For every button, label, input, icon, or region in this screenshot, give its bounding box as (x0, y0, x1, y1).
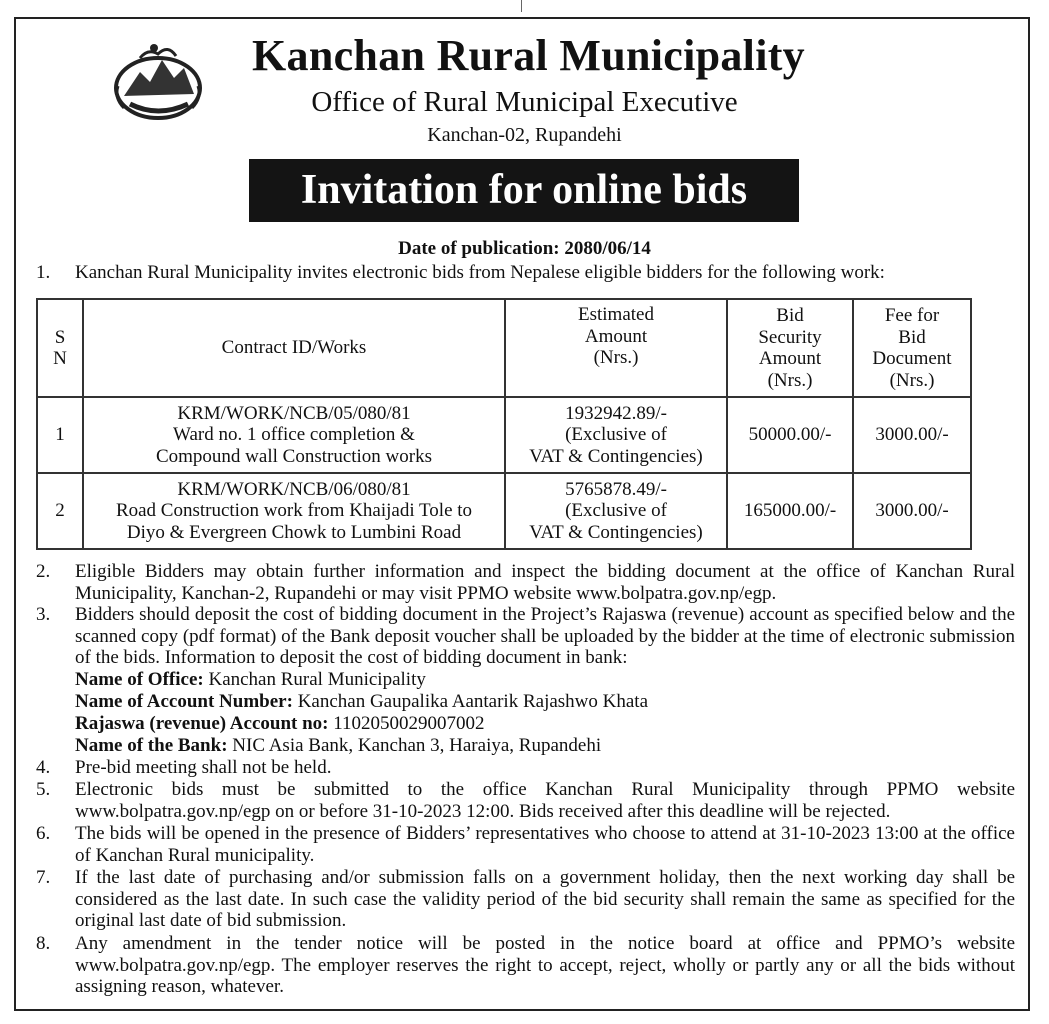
header-sn-2: N (53, 348, 67, 369)
account-number-label: Rajaswa (revenue) Account no: (75, 713, 329, 734)
row-work (83, 397, 505, 473)
item-4-number: 4. (36, 757, 51, 778)
row-sn: 2 (37, 473, 83, 549)
work-desc-2: Compound wall Construction works (155, 445, 433, 467)
header-estimated (505, 299, 727, 397)
amount-value: 5765878.49/- (565, 478, 667, 500)
item-5-number: 5. (36, 779, 51, 800)
address: Kanchan-02, Rupandehi (427, 124, 622, 146)
row-fee: 3000.00/- (853, 473, 971, 549)
amount-note-2: VAT & Contingencies) (529, 445, 703, 467)
bank-info (75, 735, 1015, 757)
item-8-text: Any amendment in the tender notice will be posted in the notice board at office and PPMO’s website www.bolpatra.gov.np/egp. The employer reserves the right to accept, reject, wholly or partly any or all the bids without assigning reason, whatever. (75, 933, 1015, 997)
table-row (37, 473, 971, 549)
item-5-text: Electronic bids must be submitted to the office Kanchan Rural Municipality through PPMO website www.bolpatra.gov.np/egp on or before 31-10-2023 12:00. Bids received after this deadline will be rejected. (75, 779, 1015, 822)
work-desc-1: Road Construction work from Khaijadi Tole to (115, 500, 473, 522)
item-6-text: The bids will be opened in the presence of Bidders’ representatives who choose to attend at 31-10-2023 13:00 at the office of Kanchan Rural municipality. (75, 823, 1015, 866)
header-sn (37, 299, 83, 397)
amount-note-1: (Exclusive of (565, 500, 667, 522)
item-7-number: 7. (36, 867, 51, 888)
row-security: 50000.00/- (727, 397, 853, 473)
row-amount (505, 397, 727, 473)
account-number-value: 1102050029007002 (328, 713, 485, 734)
item-4-text: Pre-bid meeting shall not be held. (75, 757, 332, 778)
header-est-1: Estimated (578, 304, 654, 325)
header-fee-1: Fee for (884, 305, 940, 326)
header-security (727, 299, 853, 397)
office-value: Kanchan Rural Municipality (203, 669, 426, 690)
item-3-text: Bidders should deposit the cost of bidding document in the Project’s Rajaswa (revenue) account as specified below and the scanned copy (pdf format) of the Bank deposit voucher shall be uploaded by the bidder at the time of electronic submission of the bids. Information to deposit the cost of bidding document in bank: (75, 604, 1015, 668)
table-header-row (37, 299, 971, 397)
table-row (37, 397, 971, 473)
header-est-2: Amount (584, 325, 648, 347)
item-7-text: If the last date of purchasing and/or submission falls on a government holiday, then the next working day shall be considered as the last date. In such case the validity period of the bid security shall remain the same as specified for the original last date of bid submission. (75, 867, 1015, 931)
work-id: KRM/WORK/NCB/05/080/81 (177, 402, 411, 424)
office-label: Name of Office: (75, 669, 204, 690)
header-sec-3: Amount (758, 348, 822, 369)
work-desc-2: Diyo & Evergreen Chowk to Lumbini Road (126, 521, 462, 543)
item-1-text: Kanchan Rural Municipality invites electronic bids from Nepalese eligible bidders for the following work: (75, 262, 885, 283)
account-number-info (75, 713, 1015, 735)
notice-banner: Invitation for online bids (249, 159, 799, 222)
item-2-text: Eligible Bidders may obtain further information and inspect the bidding document at the office of Kanchan Rural Municipality, Kanchan-2, Rupandehi or may visit PPMO website www.bolpatra.gov.np/egp. (75, 561, 1015, 604)
row-work (83, 473, 505, 549)
item-8-number: 8. (36, 933, 51, 954)
header-works: Contract ID/Works (83, 299, 505, 397)
account-info (75, 691, 1015, 713)
office-info (75, 669, 1015, 691)
row-amount (505, 473, 727, 549)
item-1-number: 1. (36, 262, 51, 283)
fold-line (521, 0, 522, 12)
item-3-number: 3. (36, 604, 51, 625)
item-2-number: 2. (36, 561, 51, 582)
org-name: Kanchan Rural Municipality (252, 31, 805, 80)
row-fee: 3000.00/- (853, 397, 971, 473)
row-sn: 1 (37, 397, 83, 473)
header-fee-2: Bid (898, 326, 926, 348)
header-fee-4: (Nrs.) (889, 369, 935, 391)
publication-date: Date of publication: 2080/06/14 (398, 238, 651, 259)
amount-note-2: VAT & Contingencies) (529, 521, 703, 543)
header-fee-3: Document (872, 348, 952, 369)
bank-label: Name of the Bank: (75, 735, 228, 756)
item-6-number: 6. (36, 823, 51, 844)
office-name: Office of Rural Municipal Executive (311, 86, 738, 118)
header-sec-4: (Nrs.) (767, 369, 813, 391)
row-security: 165000.00/- (727, 473, 853, 549)
header-sec-2: Security (758, 326, 822, 348)
account-value: Kanchan Gaupalika Aantarik Rajashwo Khata (292, 691, 649, 712)
work-desc-1: Ward no. 1 office completion & (173, 424, 415, 446)
amount-note-1: (Exclusive of (565, 424, 667, 446)
header-sec-1: Bid (776, 305, 804, 326)
works-table (36, 298, 972, 550)
amount-value: 1932942.89/- (565, 402, 667, 424)
work-id: KRM/WORK/NCB/06/080/81 (177, 478, 411, 500)
bank-value: NIC Asia Bank, Kanchan 3, Haraiya, Rupandehi (227, 735, 602, 756)
header-sn-1: S (54, 326, 66, 348)
header-est-3: (Nrs.) (593, 347, 639, 368)
header-fee (853, 299, 971, 397)
account-label: Name of Account Number: (75, 691, 293, 712)
